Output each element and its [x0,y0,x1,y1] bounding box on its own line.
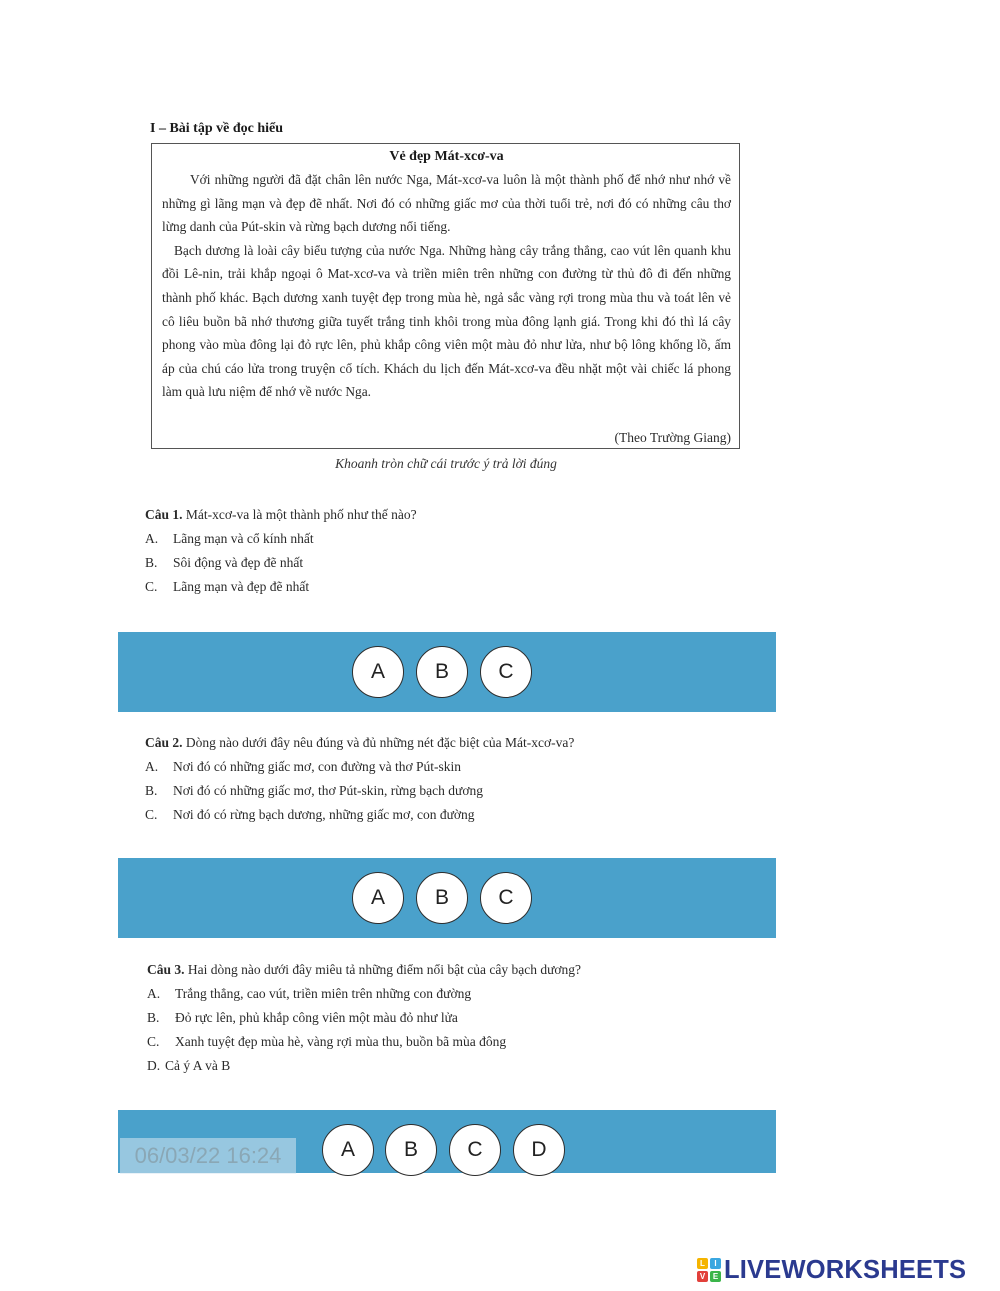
question-2-answer-bar [118,858,776,938]
passage-source: (Theo Trường Giang) [614,430,731,445]
logo-mark-icon: L I V E [697,1258,721,1282]
question-3-label: Câu 3. [147,962,185,977]
question-3-stem [147,958,581,982]
passage-paragraph-2: Bạch dương là loài cây biểu tượng của nước Nga. Những hàng cây trắng thẳng, cao vút lên quanh khu đồi Lê-nin, trải khắp ngoại ô Mat-xcơ-va và triền miên trên những con đường từ thủ đô đi đến những thành phố khác. Bạch dương xanh tuyệt đẹp trong mùa hè, ngả sắc vàng rợi trong mùa thu và toát lên vẻ cô liêu buồn bã nhớ thương giữa tuyết trắng tinh khôi trong mùa đông lạnh giá. Trong khi đó thì lá cây phong vào mùa đông lại đỏ rực lên, phủ khắp công viên một màu đỏ như lửa, như bộ lông khổng lồ, ấm áp của chú cáo lửa trong truyện cổ tích. Khách du lịch đến Mát-xcơ-va đều nhặt một vài chiếc lá phong làm quà lưu niệm để nhớ về nước Nga. [162,242,731,400]
question-1-option-c: C. Lãng mạn và đẹp đẽ nhất [145,579,310,594]
question-3-text: Hai dòng nào dưới đây miêu tả những điểm nổi bật của cây bạch dương? [187,962,582,977]
instruction-text: Khoanh tròn chữ cái trước ý trả lời đúng [335,456,557,471]
question-1-answer-bar [118,632,776,712]
question-2-answer-c-button[interactable]: C [480,872,532,924]
passage-title: Vẻ đẹp Mát-xcơ-va [389,149,504,164]
question-2-answer-a-button[interactable]: A [352,872,404,924]
question-3-option-b: B. Đỏ rực lên, phủ khắp công viên một màu đỏ như lửa [147,1010,458,1025]
question-1-text: Mát-xcơ-va là một thành phố như thế nào? [185,507,417,522]
question-2-text: Dòng nào dưới đây nêu đúng và đủ những nét đặc biệt của Mát-xcơ-va? [185,735,575,750]
question-2 [145,731,574,827]
reading-passage-box [151,143,740,449]
question-3-option-c: C. Xanh tuyệt đẹp mùa hè, vàng rợi mùa thu, buồn bã mùa đông [147,1034,507,1049]
passage-paragraph-1: Với những người đã đặt chân lên nước Nga, Mát-xcơ-va luôn là một thành phố để nhớ như nhớ về những gì lãng mạn và đẹp đẽ nhất. Nơi đó có những giấc mơ của thời tuổi trẻ, nơi đó có những câu thơ lừng danh của Pút-skin và rừng bạch dương nổi tiếng. [162,172,731,235]
question-3-answer-a-button[interactable]: A [322,1124,374,1176]
question-2-stem [145,731,574,755]
question-1-option-a: A. Lãng mạn và cổ kính nhất [145,531,314,546]
question-3 [147,958,581,1078]
question-1-answer-b-button[interactable]: B [416,646,468,698]
question-2-option-b: B. Nơi đó có những giấc mơ, thơ Pút-skin, rừng bạch dương [145,783,483,798]
question-3-option-d: D. Cả ý A và B [147,1058,231,1073]
question-3-answer-c-button[interactable]: C [449,1124,501,1176]
question-1-stem [145,503,417,527]
question-2-option-a: A. Nơi đó có những giấc mơ, con đường và thơ Pút-skin [145,759,462,774]
question-3-answer-b-button[interactable]: B [385,1124,437,1176]
question-2-label: Câu 2. [145,735,183,750]
timestamp-overlay: 06/03/22 16:24 [120,1138,296,1174]
question-1-answer-a-button[interactable]: A [352,646,404,698]
question-2-answer-b-button[interactable]: B [416,872,468,924]
question-1-answer-c-button[interactable]: C [480,646,532,698]
brand-name: LIVEWORKSHEETS [724,1255,967,1284]
question-3-answer-d-button[interactable]: D [513,1124,565,1176]
liveworksheets-logo [697,1255,966,1285]
question-3-option-a: A. Trắng thẳng, cao vút, triền miên trên những con đường [147,986,472,1001]
question-1 [145,503,417,599]
question-1-option-b: B. Sôi động và đẹp đẽ nhất [145,555,304,570]
section-heading: I – Bài tập về đọc hiểu [150,121,284,136]
question-2-option-c: C. Nơi đó có rừng bạch dương, những giấc mơ, con đường [145,807,475,822]
question-1-label: Câu 1. [145,507,183,522]
